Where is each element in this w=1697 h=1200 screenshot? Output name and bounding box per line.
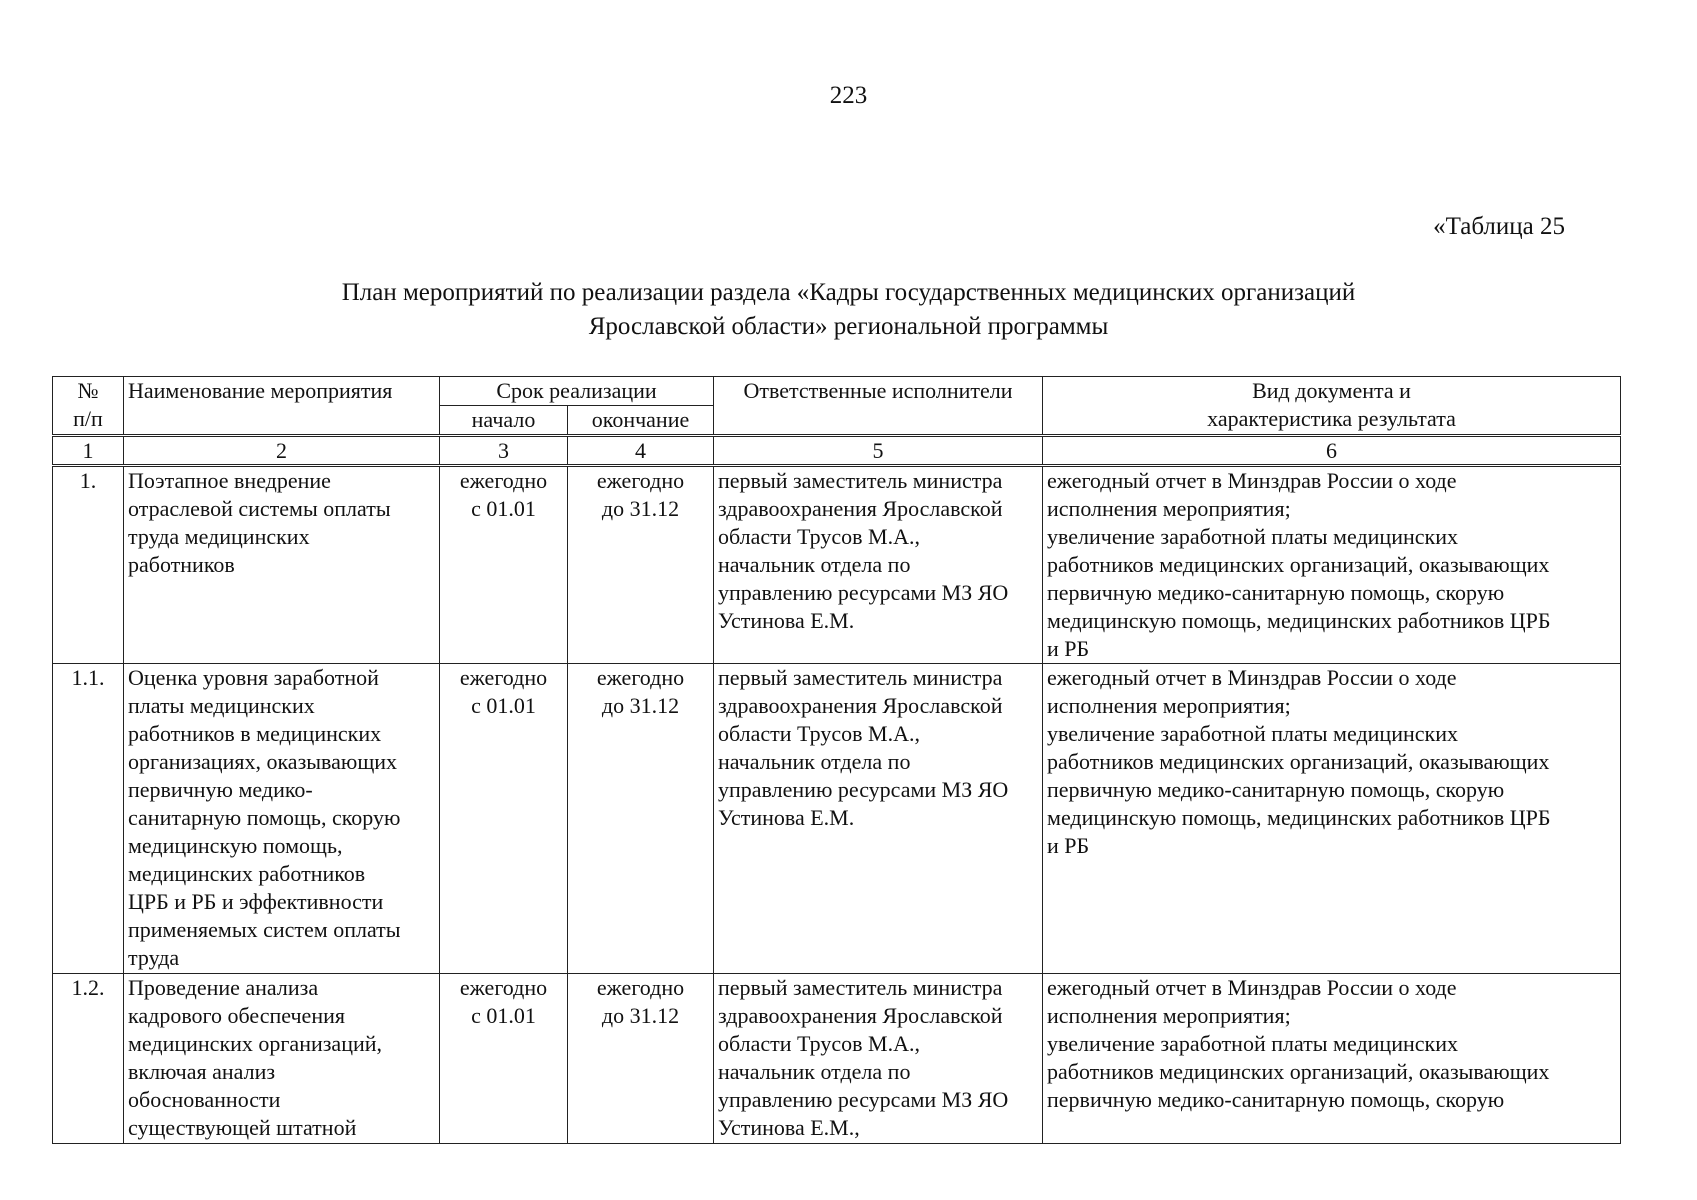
text-line: управлению ресурсами МЗ ЯО xyxy=(718,1087,1009,1112)
header-result-line-2: характеристика результата xyxy=(1207,406,1456,431)
row-end-date xyxy=(568,466,714,664)
text-line: работников xyxy=(128,552,235,577)
text-line: первый заместитель министра xyxy=(718,975,1003,1000)
row-number: 1. xyxy=(53,466,124,664)
column-number: 6 xyxy=(1043,436,1621,466)
title-line-2: Ярославской области» региональной программы xyxy=(588,313,1109,340)
row-responsible xyxy=(714,664,1043,974)
column-number: 5 xyxy=(714,436,1043,466)
text-line: увеличение заработной платы медицинских xyxy=(1047,524,1458,549)
text-line: применяемых систем оплаты xyxy=(128,917,401,942)
column-number: 1 xyxy=(53,436,124,466)
text-line: Устинова Е.М. xyxy=(718,608,855,633)
text-line: медицинскую помощь, медицинских работников ЦРБ xyxy=(1047,608,1551,633)
table-row xyxy=(53,466,1621,664)
row-start-date xyxy=(440,664,568,974)
text-line: начальник отдела по xyxy=(718,1059,911,1084)
text-line: включая анализ xyxy=(128,1059,276,1084)
column-number: 3 xyxy=(440,436,568,466)
column-number: 4 xyxy=(568,436,714,466)
text-line: ежегодно xyxy=(459,975,548,1000)
text-line: ежегодный отчет в Минздрав России о ходе xyxy=(1047,665,1457,690)
text-line: первичную медико-санитарную помощь, скорую xyxy=(1047,777,1505,802)
row-event-name xyxy=(124,466,440,664)
text-line: увеличение заработной платы медицинских xyxy=(1047,721,1458,746)
text-line: работников медицинских организаций, оказывающих xyxy=(1047,1059,1550,1084)
page-number: 223 xyxy=(829,82,868,109)
row-start-date xyxy=(440,974,568,1144)
table-label: «Таблица 25 xyxy=(1433,213,1565,240)
header-num-line-2: п/п xyxy=(73,406,103,431)
text-line: ежегодно xyxy=(596,975,685,1000)
text-line: управлению ресурсами МЗ ЯО xyxy=(718,777,1009,802)
row-result xyxy=(1043,664,1621,974)
row-result xyxy=(1043,466,1621,664)
text-line: и РБ xyxy=(1047,636,1090,661)
header-responsible: Ответственные исполнители xyxy=(714,377,1043,436)
text-line: медицинскую помощь, медицинских работников ЦРБ xyxy=(1047,805,1551,830)
header-end: окончание xyxy=(568,406,714,436)
text-line: труда медицинских xyxy=(128,524,310,549)
text-line: до 31.12 xyxy=(601,1003,680,1028)
row-event-name xyxy=(124,974,440,1144)
row-responsible xyxy=(714,974,1043,1144)
text-line: начальник отдела по xyxy=(718,552,911,577)
text-line: Устинова Е.М., xyxy=(718,1115,860,1140)
header-term: Срок реализации xyxy=(440,377,714,406)
text-line: до 31.12 xyxy=(601,693,680,718)
row-number: 1.1. xyxy=(53,664,124,974)
header-result-line-1: Вид документа и xyxy=(1252,378,1411,403)
text-line: Поэтапное внедрение xyxy=(128,468,331,493)
text-line: здравоохранения Ярославской xyxy=(718,1003,1003,1028)
text-line: Устинова Е.М. xyxy=(718,805,855,830)
text-line: начальник отдела по xyxy=(718,749,911,774)
text-line: до 31.12 xyxy=(601,496,680,521)
text-line: медицинских организаций, xyxy=(128,1031,383,1056)
header-name: Наименование мероприятия xyxy=(124,377,440,436)
text-line: работников медицинских организаций, оказывающих xyxy=(1047,552,1550,577)
plan-table xyxy=(52,376,1621,1144)
text-line: ежегодно xyxy=(596,665,685,690)
text-line: с 01.01 xyxy=(471,496,536,521)
row-end-date xyxy=(568,664,714,974)
text-line: здравоохранения Ярославской xyxy=(718,693,1003,718)
header-num xyxy=(53,377,124,436)
row-number: 1.2. xyxy=(53,974,124,1144)
text-line: ежегодный отчет в Минздрав России о ходе xyxy=(1047,468,1457,493)
text-line: Проведение анализа xyxy=(128,975,319,1000)
text-line: работников медицинских организаций, оказывающих xyxy=(1047,749,1550,774)
text-line: платы медицинских xyxy=(128,693,315,718)
text-line: санитарную помощь, скорую xyxy=(128,805,401,830)
text-line: организациях, оказывающих xyxy=(128,749,398,774)
text-line: области Трусов М.А., xyxy=(718,1031,920,1056)
text-line: труда xyxy=(128,945,180,970)
document-title xyxy=(0,276,1697,344)
header-start: начало xyxy=(440,406,568,436)
text-line: ежегодно xyxy=(459,468,548,493)
text-line: и РБ xyxy=(1047,833,1090,858)
text-line: исполнения мероприятия; xyxy=(1047,1003,1291,1028)
text-line: исполнения мероприятия; xyxy=(1047,496,1291,521)
header-num-line-1: № xyxy=(77,378,99,403)
text-line: обоснованности xyxy=(128,1087,281,1112)
text-line: ЦРБ и РБ и эффективности xyxy=(128,889,384,914)
text-line: существующей штатной xyxy=(128,1115,357,1140)
text-line: медицинскую помощь, xyxy=(128,833,343,858)
text-line: первый заместитель министра xyxy=(718,665,1003,690)
text-line: с 01.01 xyxy=(471,1003,536,1028)
column-number-row xyxy=(53,436,1621,466)
table-row xyxy=(53,974,1621,1144)
text-line: Оценка уровня заработной xyxy=(128,665,379,690)
title-line-1: План мероприятий по реализации раздела «Кадры государственных медицинских организаций xyxy=(341,279,1356,306)
text-line: медицинских работников xyxy=(128,861,366,886)
text-line: области Трусов М.А., xyxy=(718,721,920,746)
text-line: ежегодно xyxy=(596,468,685,493)
text-line: области Трусов М.А., xyxy=(718,524,920,549)
row-event-name xyxy=(124,664,440,974)
text-line: увеличение заработной платы медицинских xyxy=(1047,1031,1458,1056)
text-line: исполнения мероприятия; xyxy=(1047,693,1291,718)
row-responsible xyxy=(714,466,1043,664)
row-end-date xyxy=(568,974,714,1144)
text-line: первый заместитель министра xyxy=(718,468,1003,493)
text-line: с 01.01 xyxy=(471,693,536,718)
text-line: управлению ресурсами МЗ ЯО xyxy=(718,580,1009,605)
text-line: первичную медико-санитарную помощь, скорую xyxy=(1047,1087,1505,1112)
row-start-date xyxy=(440,466,568,664)
header-row-1 xyxy=(53,377,1621,406)
text-line: первичную медико-санитарную помощь, скорую xyxy=(1047,580,1505,605)
text-line: ежегодно xyxy=(459,665,548,690)
text-line: первичную медико- xyxy=(128,777,313,802)
row-result xyxy=(1043,974,1621,1144)
header-result xyxy=(1043,377,1621,436)
table-row xyxy=(53,664,1621,974)
text-line: кадрового обеспечения xyxy=(128,1003,345,1028)
column-number: 2 xyxy=(124,436,440,466)
text-line: ежегодный отчет в Минздрав России о ходе xyxy=(1047,975,1457,1000)
text-line: здравоохранения Ярославской xyxy=(718,496,1003,521)
text-line: работников в медицинских xyxy=(128,721,382,746)
text-line: отраслевой системы оплаты xyxy=(128,496,391,521)
